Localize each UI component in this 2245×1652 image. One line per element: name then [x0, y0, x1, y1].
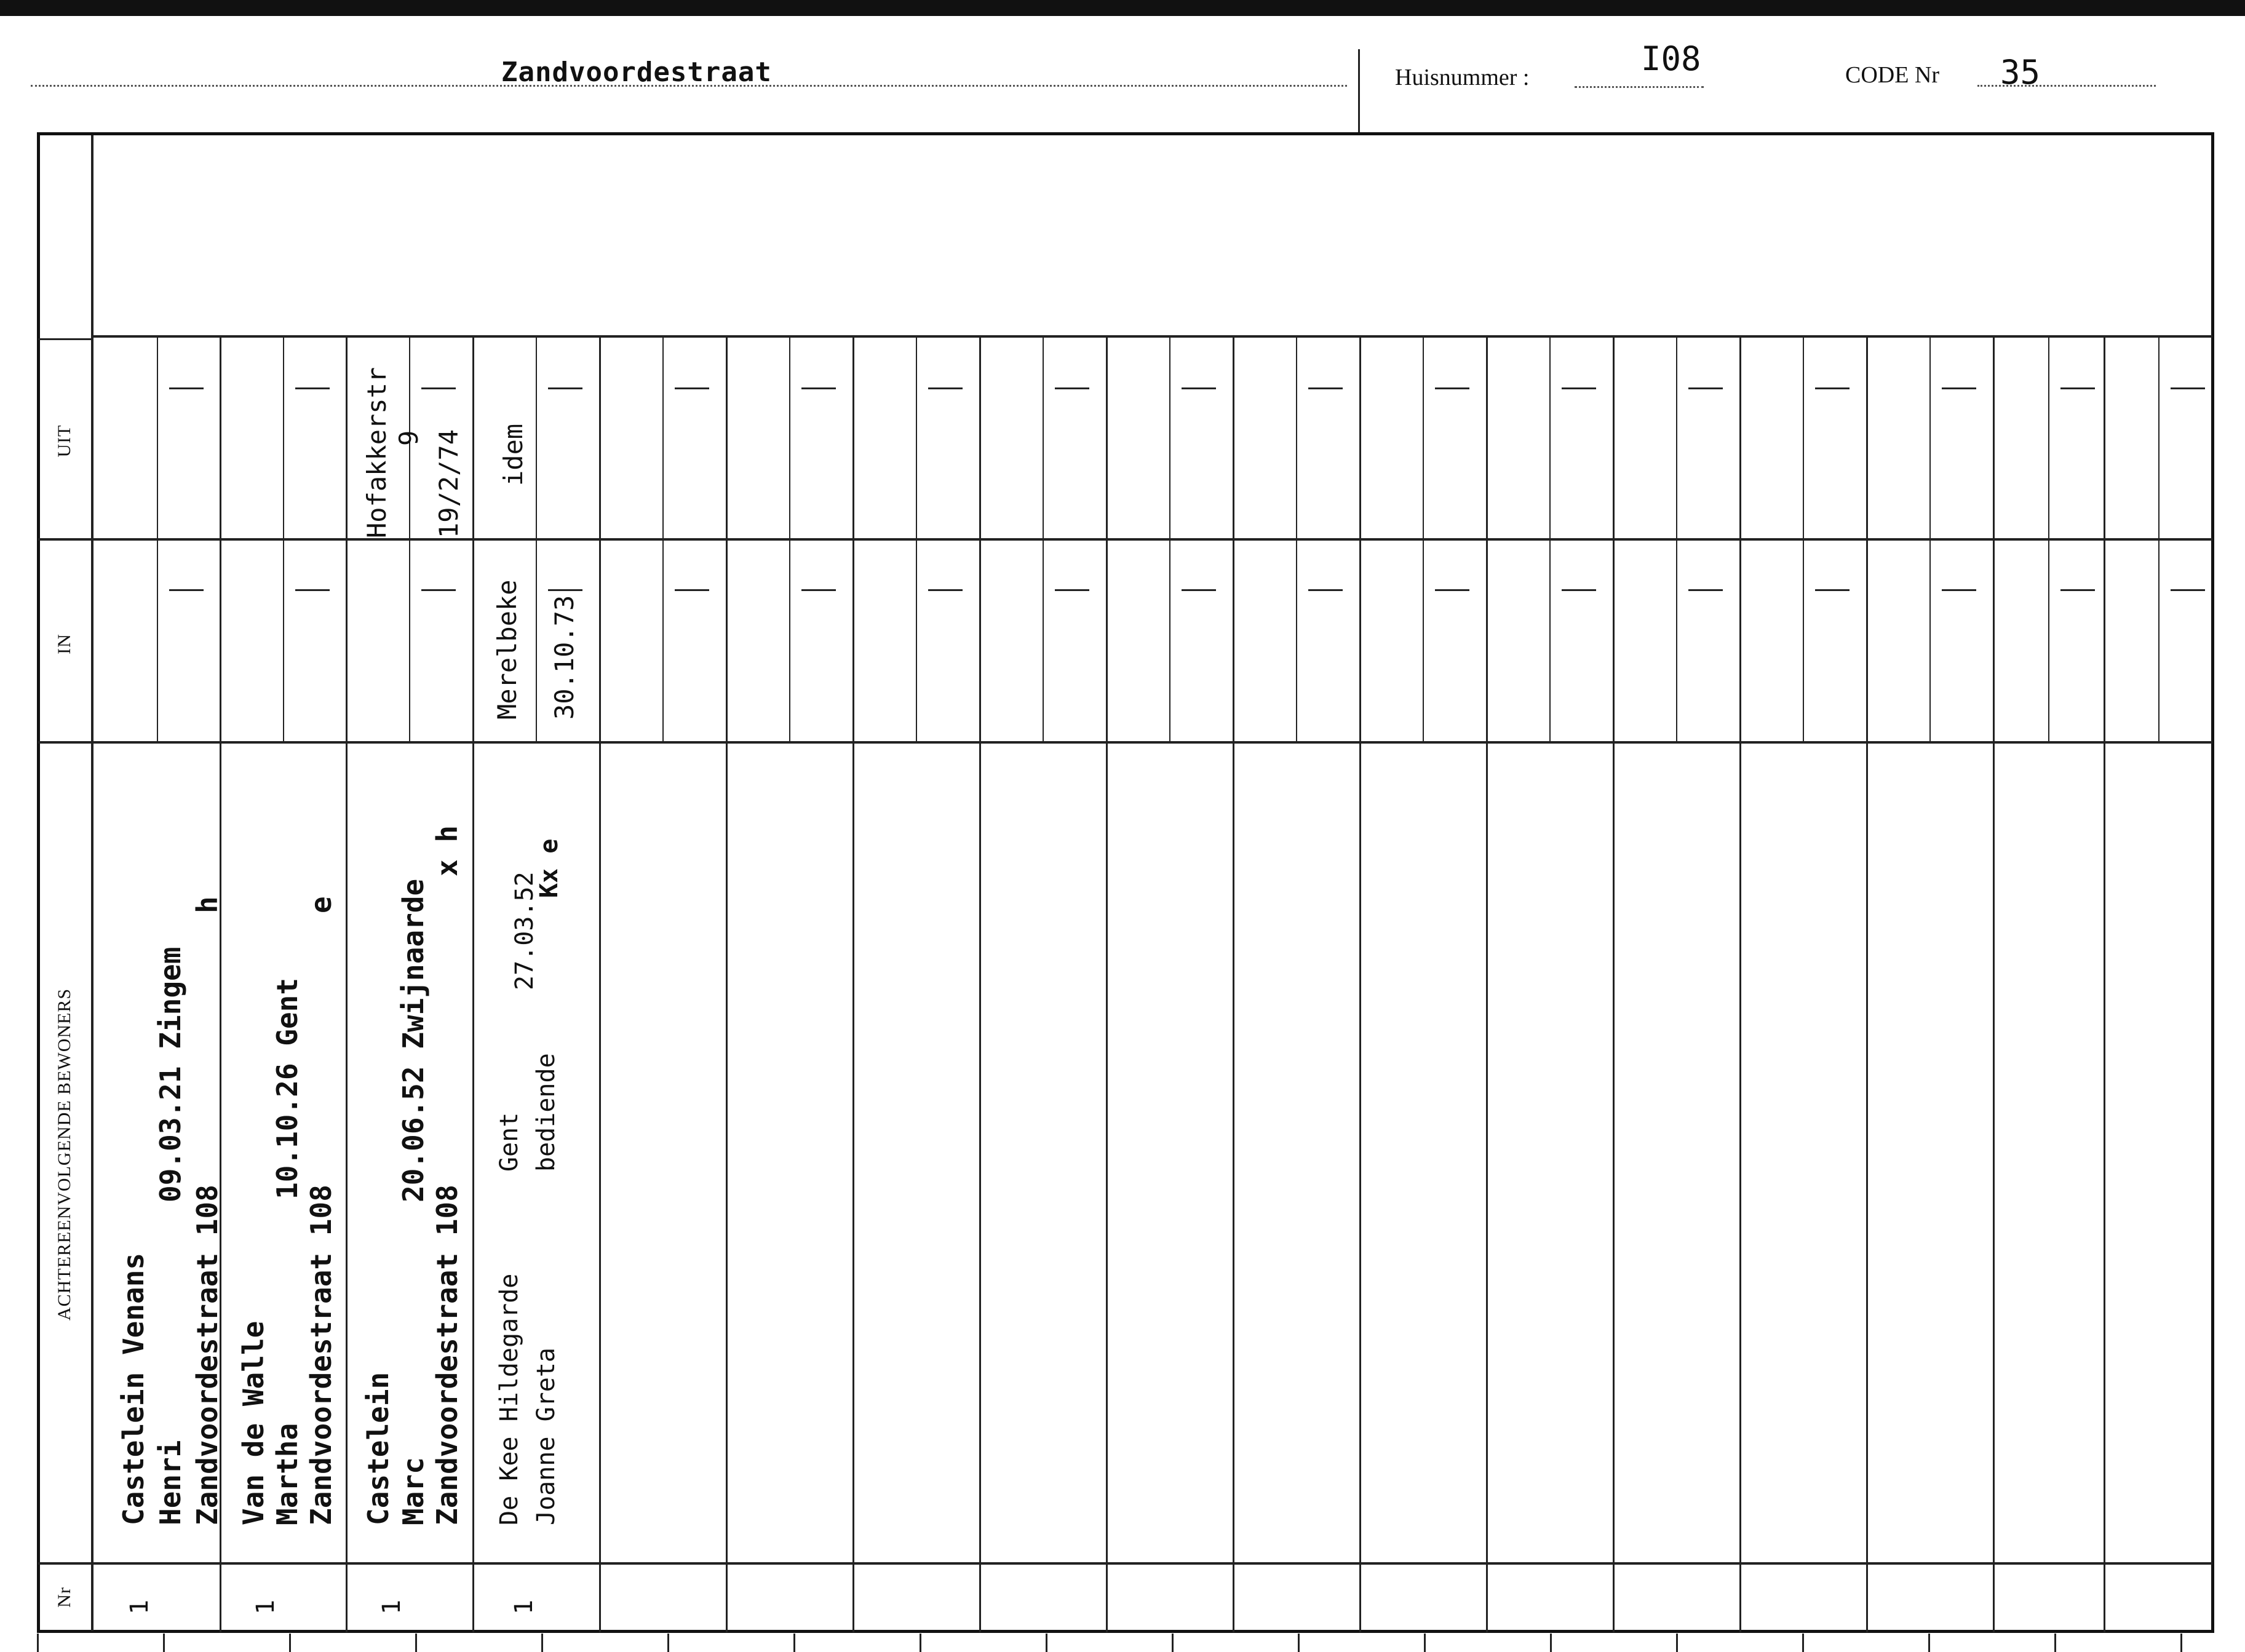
entry-4-birth-place: Gent	[495, 1112, 523, 1172]
code-label: CODE Nr	[1845, 62, 1940, 88]
bottom-tick	[1046, 1634, 1047, 1652]
empty-dash	[1308, 589, 1343, 591]
column-divider	[599, 338, 601, 1632]
bottom-tick	[1928, 1634, 1930, 1652]
entry-3-first: Marc	[397, 1457, 430, 1525]
entry-1-name: Castelein Venans	[117, 1252, 150, 1525]
in-label: IN	[54, 633, 74, 654]
sub-column-divider	[157, 338, 158, 741]
empty-dash	[2171, 387, 2205, 389]
empty-dash	[801, 387, 836, 389]
bottom-tick	[920, 1634, 921, 1652]
empty-dash	[1055, 387, 1089, 389]
column-divider	[852, 338, 854, 1632]
entry-4-birth-date: 27.03.52	[511, 872, 539, 990]
sub-column-divider	[2048, 338, 2049, 741]
column-divider	[2104, 338, 2105, 1632]
entry-1-first: Henri	[154, 1440, 187, 1525]
column-divider	[1993, 338, 1995, 1632]
sub-column-divider	[1929, 338, 1931, 741]
bewoners-top-line	[38, 741, 2212, 744]
empty-dash	[928, 589, 963, 591]
street-name: Zandvoordestraat	[501, 57, 772, 88]
column-divider	[1486, 338, 1488, 1632]
bottom-tick	[793, 1634, 795, 1652]
entry-4-uit-place: idem	[498, 423, 528, 486]
empty-dash	[928, 387, 963, 389]
top-border	[0, 0, 2245, 16]
bottom-tick	[163, 1634, 165, 1652]
entry-2-nr: 1	[252, 1599, 280, 1615]
bottom-tick	[1424, 1634, 1426, 1652]
empty-dash	[1688, 387, 1723, 389]
uit-label: UIT	[54, 424, 74, 458]
entry-3-name: Castelein	[362, 1372, 395, 1525]
column-divider	[1233, 338, 1234, 1632]
bottom-tick	[415, 1634, 417, 1652]
empty-dash	[675, 589, 709, 591]
entry-4-sex: Kx e	[535, 838, 563, 898]
column-divider	[979, 338, 981, 1632]
bottom-tick	[541, 1634, 543, 1652]
sub-column-divider	[1043, 338, 1044, 741]
empty-dash	[295, 589, 330, 591]
sub-column-divider	[536, 338, 537, 741]
empty-dash	[421, 387, 456, 389]
column-divider	[1613, 338, 1615, 1632]
bottom-tick	[2054, 1634, 2056, 1652]
column-divider	[346, 338, 348, 1632]
entry-2-first: Martha	[271, 1423, 304, 1525]
empty-dash	[1942, 589, 1976, 591]
sub-column-divider	[1676, 338, 1677, 741]
sub-column-divider	[283, 338, 284, 741]
empty-dash	[2060, 387, 2095, 389]
sub-column-divider	[2158, 338, 2160, 741]
column-divider	[1106, 338, 1108, 1632]
empty-dash	[1815, 589, 1850, 591]
label-column-divider	[91, 135, 93, 1631]
empty-dash	[548, 589, 582, 591]
entry-3-sex: x h	[431, 825, 464, 876]
entry-2-name: Van de Walle	[237, 1320, 270, 1525]
entry-4-in-place: Merelbeke	[492, 579, 522, 720]
entry-3-uit-place: Hofakkerstr	[362, 367, 392, 538]
nr-label: Nr	[54, 1587, 74, 1608]
empty-dash	[169, 387, 204, 389]
empty-dash	[548, 387, 582, 389]
entry-2-birth: 10.10.26 Gent	[271, 977, 304, 1199]
code-value: 35	[2000, 53, 2041, 92]
in-top-line	[38, 538, 2212, 541]
empty-dash	[295, 387, 330, 389]
column-divider	[1866, 338, 1868, 1632]
bottom-tick	[1172, 1634, 1174, 1652]
empty-dash	[1182, 589, 1216, 591]
column-divider	[1359, 338, 1361, 1632]
nr-top-line	[38, 1562, 2212, 1565]
empty-dash	[1435, 589, 1469, 591]
house-number-label: Huisnummer :	[1395, 65, 1530, 90]
bewoners-label: ACHTEREENVOLGENDE BEWONERS	[54, 988, 74, 1321]
sub-column-divider	[1296, 338, 1297, 741]
bottom-tick	[2180, 1634, 2182, 1652]
empty-dash	[2060, 589, 2095, 591]
bottom-tick	[667, 1634, 669, 1652]
sub-column-divider	[409, 338, 410, 741]
sub-column-divider	[916, 338, 917, 741]
bottom-tick	[1676, 1634, 1678, 1652]
sub-column-divider	[662, 338, 664, 741]
sub-column-divider	[1169, 338, 1170, 741]
bottom-tick	[1550, 1634, 1552, 1652]
entry-1-birth: 09.03.21 Zingem	[154, 947, 187, 1202]
empty-dash	[169, 589, 204, 591]
empty-dash	[1562, 387, 1596, 389]
entry-4-first: Joanne Greta	[532, 1348, 560, 1525]
column-divider	[1739, 338, 1741, 1632]
entry-2-sex: e	[304, 896, 338, 913]
empty-dash	[421, 589, 456, 591]
empty-dash	[1942, 387, 1976, 389]
entry-3-address: Zandvoordestraat 108	[431, 1185, 464, 1525]
entry-3-nr: 1	[378, 1599, 407, 1615]
entry-4-name: De Kee Hildegarde	[495, 1273, 523, 1525]
entry-4-nr: 1	[510, 1599, 539, 1615]
entry-3-uit-place-nr: 9	[394, 430, 424, 446]
house-number-dots	[1575, 86, 1704, 88]
entry-2-address: Zandvoordestraat 108	[304, 1185, 338, 1525]
entry-1-nr: 1	[125, 1599, 154, 1615]
uit-top-line	[93, 335, 2212, 338]
entry-1-address: Zandvoordestraat 108	[191, 1185, 224, 1525]
header-divider	[1358, 49, 1360, 132]
entry-4-job: bediende	[532, 1053, 560, 1172]
empty-dash	[801, 589, 836, 591]
empty-dash	[1182, 387, 1216, 389]
empty-dash	[1688, 589, 1723, 591]
empty-dash	[1435, 387, 1469, 389]
sub-column-divider	[1423, 338, 1424, 741]
empty-dash	[1055, 589, 1089, 591]
column-divider	[726, 338, 728, 1632]
bottom-tick	[1298, 1634, 1300, 1652]
label-uit-top	[38, 338, 93, 340]
house-number-value: I08	[1641, 39, 1701, 78]
empty-dash	[2171, 589, 2205, 591]
column-divider	[472, 338, 474, 1632]
entry-4-in-date: 30.10.73	[549, 595, 579, 720]
empty-dash	[1308, 387, 1343, 389]
entry-3-birth: 20.06.52 Zwijnaarde	[397, 878, 430, 1202]
bottom-tick	[289, 1634, 291, 1652]
sub-column-divider	[1803, 338, 1804, 741]
empty-dash	[1815, 387, 1850, 389]
entry-3-uit-date: 19/2/74	[434, 429, 464, 538]
entry-1-sex: h	[191, 896, 224, 913]
sub-column-divider	[789, 338, 790, 741]
bottom-tick	[1802, 1634, 1804, 1652]
sub-column-divider	[1549, 338, 1551, 741]
empty-dash	[675, 387, 709, 389]
bottom-tick	[37, 1634, 39, 1652]
empty-dash	[1562, 589, 1596, 591]
